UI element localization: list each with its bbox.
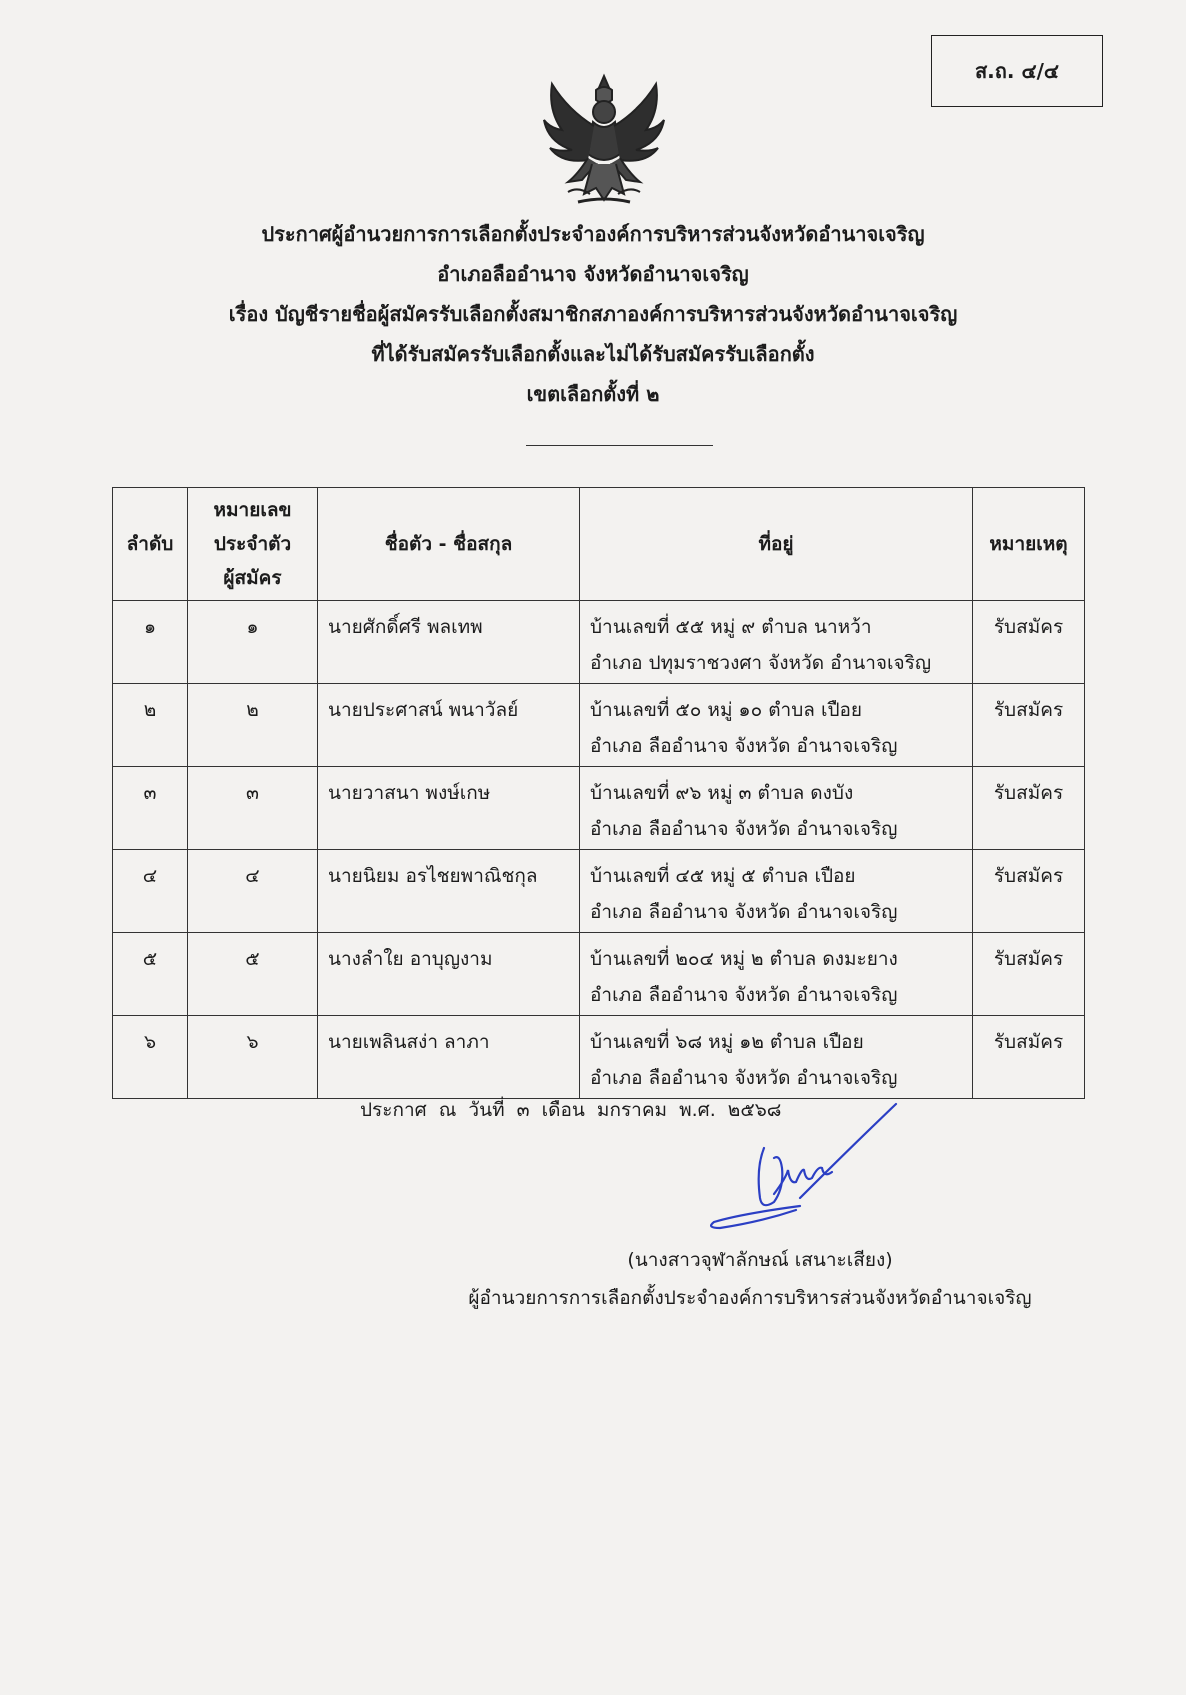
announcement-date: ประกาศ ณ วันที่ ๓ เดือน มกราคม พ.ศ. ๒๕๖๘ (360, 1099, 782, 1121)
row-remark: รับสมัคร (973, 601, 1085, 684)
table-row (113, 1016, 1085, 1099)
header-number-line-1: หมายเลข (213, 499, 292, 521)
header-remark: หมายเหตุ (973, 488, 1085, 601)
row-address (580, 933, 973, 1016)
address-line-1: บ้านเลขที่ ๕๐ หมู่ ๑๐ ตำบล เปือย (590, 699, 863, 721)
row-number: ๕ (188, 933, 318, 1016)
header-number-line-2: ประจำตัว (213, 533, 292, 555)
table-row (113, 684, 1085, 767)
header-address: ที่อยู่ (580, 488, 973, 601)
row-address (580, 850, 973, 933)
address-line-1: บ้านเลขที่ ๖๘ หมู่ ๑๒ ตำบล เปือย (590, 1031, 864, 1053)
header-name: ชื่อตัว - ชื่อสกุล (318, 488, 580, 601)
row-address (580, 767, 973, 850)
row-remark: รับสมัคร (973, 767, 1085, 850)
row-order: ๔ (113, 850, 188, 933)
address-line-2: อำเภอ ลืออำนาจ จังหวัด อำนาจเจริญ (590, 818, 898, 840)
row-name: นายวาสนา พงษ์เกษ (318, 767, 580, 850)
candidate-table (112, 487, 1085, 1099)
row-order: ๖ (113, 1016, 188, 1099)
signature-icon (700, 1098, 900, 1238)
row-address (580, 1016, 973, 1099)
row-name: นายศักดิ์ศรี พลเทพ (318, 601, 580, 684)
heading-line-4: ที่ได้รับสมัครรับเลือกตั้งและไม่ได้รับสมัครรับเลือกตั้ง (371, 342, 815, 366)
row-number: ๒ (188, 684, 318, 767)
row-remark: รับสมัคร (973, 1016, 1085, 1099)
address-line-1: บ้านเลขที่ ๒๐๔ หมู่ ๒ ตำบล ดงมะยาง (590, 948, 898, 970)
divider-line (526, 445, 713, 446)
row-name: นางลำใย อาบุญงาม (318, 933, 580, 1016)
row-address (580, 684, 973, 767)
address-line-2: อำเภอ ลืออำนาจ จังหวัด อำนาจเจริญ (590, 984, 898, 1006)
table-row (113, 767, 1085, 850)
heading-line-1: ประกาศผู้อำนวยการการเลือกตั้งประจำองค์การบริหารส่วนจังหวัดอำนาจเจริญ (261, 222, 925, 246)
form-code: ส.ถ. ๔/๔ (974, 59, 1060, 83)
header-order: ลำดับ (113, 488, 188, 601)
row-address (580, 601, 973, 684)
row-name: นายเพลินสง่า ลาภา (318, 1016, 580, 1099)
heading-district: เขตเลือกตั้งที่ ๒ (526, 382, 660, 406)
address-line-1: บ้านเลขที่ ๔๕ หมู่ ๕ ตำบล เปือย (590, 865, 856, 887)
row-name: นายประศาสน์ พนาวัลย์ (318, 684, 580, 767)
row-order: ๕ (113, 933, 188, 1016)
address-line-2: อำเภอ ลืออำนาจ จังหวัด อำนาจเจริญ (590, 901, 898, 923)
garuda-emblem-icon (538, 70, 670, 210)
header-number-line-3: ผู้สมัคร (223, 567, 282, 589)
heading-line-2: อำเภอลืออำนาจ จังหวัดอำนาจเจริญ (437, 262, 749, 286)
row-name: นายนิยม อรไชยพาณิชกุล (318, 850, 580, 933)
row-number: ๑ (188, 601, 318, 684)
signer-title: ผู้อำนวยการการเลือกตั้งประจำองค์การบริหารส่วนจังหวัดอำนาจเจริญ (468, 1287, 1032, 1309)
header-candidate-number (188, 488, 318, 601)
table-row (113, 601, 1085, 684)
row-remark: รับสมัคร (973, 933, 1085, 1016)
row-order: ๑ (113, 601, 188, 684)
row-order: ๓ (113, 767, 188, 850)
address-line-2: อำเภอ ลืออำนาจ จังหวัด อำนาจเจริญ (590, 735, 898, 757)
table-row (113, 933, 1085, 1016)
signer-name: (นางสาวจุฬาลักษณ์ เสนาะเสียง) (627, 1249, 893, 1271)
row-number: ๓ (188, 767, 318, 850)
row-order: ๒ (113, 684, 188, 767)
row-remark: รับสมัคร (973, 850, 1085, 933)
row-remark: รับสมัคร (973, 684, 1085, 767)
address-line-2: อำเภอ ลืออำนาจ จังหวัด อำนาจเจริญ (590, 1067, 898, 1089)
row-number: ๖ (188, 1016, 318, 1099)
address-line-1: บ้านเลขที่ ๕๕ หมู่ ๙ ตำบล นาหว้า (590, 616, 872, 638)
form-code-box (931, 35, 1103, 107)
table-row (113, 850, 1085, 933)
address-line-1: บ้านเลขที่ ๙๖ หมู่ ๓ ตำบล ดงบัง (590, 782, 854, 804)
row-number: ๔ (188, 850, 318, 933)
address-line-2: อำเภอ ปทุมราชวงศา จังหวัด อำนาจเจริญ (590, 652, 932, 674)
table-header-row (113, 488, 1085, 601)
heading-subject: เรื่อง บัญชีรายชื่อผู้สมัครรับเลือกตั้งสมาชิกสภาองค์การบริหารส่วนจังหวัดอำนาจเจริญ (228, 302, 958, 326)
